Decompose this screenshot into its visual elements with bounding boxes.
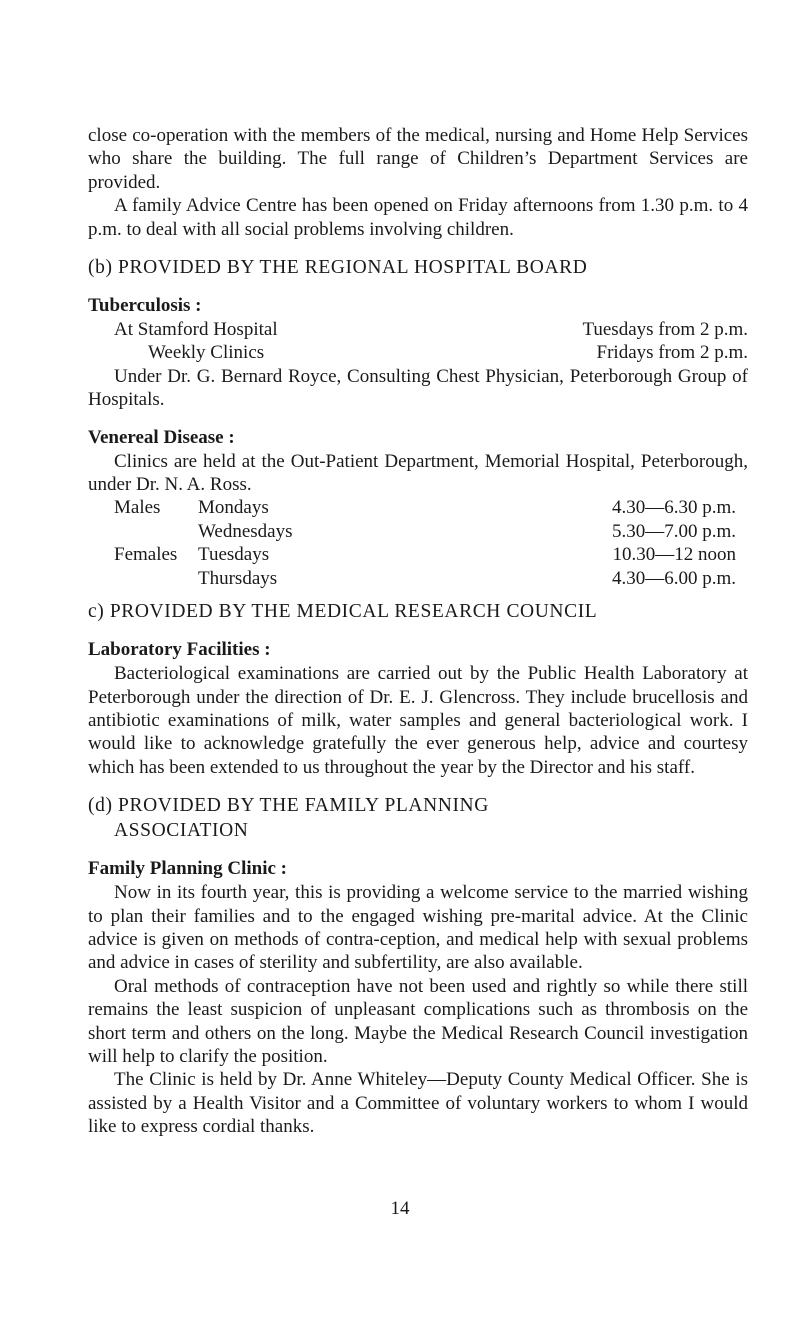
clinic-day: Tuesdays <box>198 544 270 566</box>
clinic-group <box>88 567 198 590</box>
section-c-heading: c) PROVIDED BY THE MEDICAL RESEARCH COUNCIL <box>88 601 598 623</box>
clinic-group: Females <box>114 544 178 566</box>
section-d-heading-line-1: (d) PROVIDED BY THE FAMILY PLANNING <box>88 795 489 817</box>
clinic-group: Males <box>114 497 161 519</box>
tuberculosis-row <box>88 341 748 364</box>
family-planning-paragraph-1: Now in its fourth year, this is providing a welcome service to the married wishing to plan their families and to the engaged wishing pre-marital advice. At the Clinic advice is given on methods of contra-ception, and medical help with sexual problems and advice in cases of sterility and subfertility, are also available. <box>88 882 748 974</box>
clinic-time: 10.30—12 noon <box>612 544 736 566</box>
intro-paragraph-1: close co-operation with the members of the medical, nursing and Home Help Services who share the building. The full range of Children’s Department Services are provided. <box>88 125 748 193</box>
clinic-day: Wednesdays <box>198 520 293 542</box>
venereal-disease-title: Venereal Disease : <box>88 426 235 448</box>
tuberculosis-note: Under Dr. G. Bernard Royce, Consulting Chest Physician, Peterborough Group of Hospitals. <box>88 365 748 411</box>
clinic-time: 4.30—6.30 p.m. <box>611 497 736 519</box>
document-page <box>88 124 748 1139</box>
clinic-time: 5.30—7.00 p.m. <box>611 520 736 542</box>
clinic-time-row <box>88 496 748 519</box>
clinic-time-row <box>88 520 748 543</box>
venereal-disease-schedule <box>88 496 748 590</box>
section-b-heading: (b) PROVIDED BY THE REGIONAL HOSPITAL BOARD <box>88 257 588 279</box>
intro-paragraph-2: A family Advice Centre has been opened on Friday afternoons from 1.30 p.m. to 4 p.m. to deal with all social problems involving children. <box>88 195 748 240</box>
page-number: 14 <box>390 1198 410 1219</box>
section-d-heading-line-2: ASSOCIATION <box>114 820 249 842</box>
tuberculosis-row-left: At Stamford Hospital <box>114 319 278 341</box>
tuberculosis-title: Tuberculosis : <box>88 295 202 317</box>
laboratory-facilities-title: Laboratory Facilities : <box>88 639 271 661</box>
tuberculosis-row-right: Tuesdays from 2 p.m. <box>582 319 748 341</box>
tuberculosis-row-left: Weekly Clinics <box>148 342 265 364</box>
tuberculosis-row <box>88 318 748 341</box>
clinic-time-row <box>88 567 748 590</box>
clinic-group <box>88 520 198 543</box>
venereal-disease-intro: Clinics are held at the Out-Patient Department, Memorial Hospital, Peterborough, under Dr. N. A. Ross. <box>88 450 748 496</box>
family-planning-clinic-title: Family Planning Clinic : <box>88 858 287 880</box>
tuberculosis-row-right: Fridays from 2 p.m. <box>596 342 748 364</box>
family-planning-paragraph-2: Oral methods of contraception have not been used and rightly so while there still remains the least suspicion of unpleasant complications such as thrombosis on the short term and others on the long. Maybe the Medical Research Council investigation will help to clarify the position. <box>88 975 748 1067</box>
tuberculosis-schedule <box>88 318 748 365</box>
clinic-time: 4.30—6.00 p.m. <box>611 567 736 589</box>
clinic-day: Thursdays <box>198 567 278 589</box>
clinic-time-row <box>88 543 748 566</box>
laboratory-facilities-text: Bacteriological examinations are carried out by the Public Health Laboratory at Peterborough under the direction of Dr. E. J. Glencross. They include brucellosis and antibiotic examinations of milk, water samples and general bacteriological work. I would like to acknowledge gratefully the ever generous help, advice and courtesy which has been extended to us throughout the year by the Director and his staff. <box>88 663 748 778</box>
clinic-day: Mondays <box>198 497 269 519</box>
family-planning-paragraph-3: The Clinic is held by Dr. Anne Whiteley—Deputy County Medical Officer. She is assisted by a Health Visitor and a Committee of voluntary workers to whom I would like to express cordial thanks. <box>88 1069 748 1138</box>
